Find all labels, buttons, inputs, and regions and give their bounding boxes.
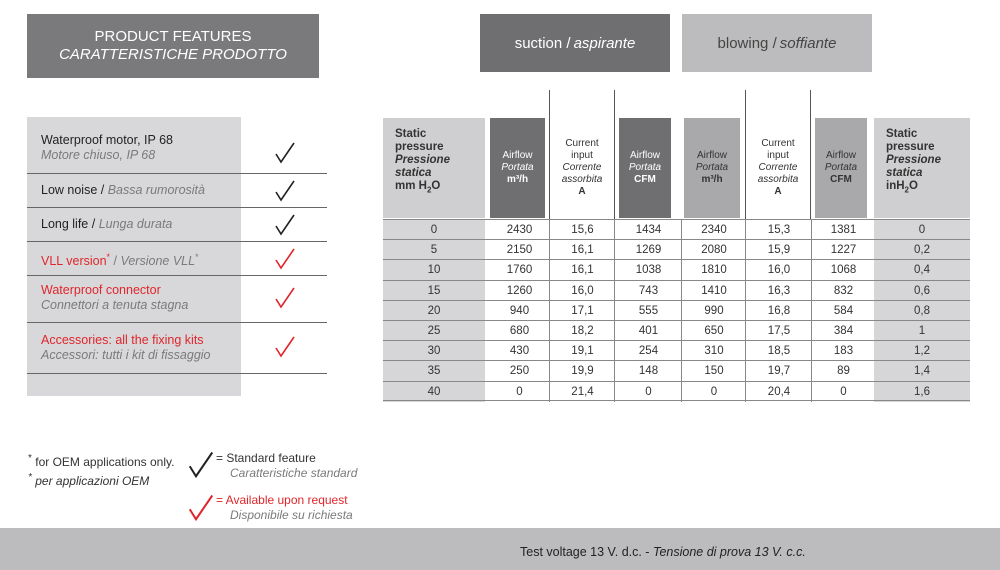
footer-en: Test voltage 13 V. d.c. - xyxy=(520,545,653,559)
feature-row xyxy=(27,208,327,242)
table-cell: 1434 xyxy=(614,220,682,240)
table-cell: 15,6 xyxy=(549,220,615,240)
feature-en: Low noise / xyxy=(41,183,108,197)
table-cell: 940 xyxy=(509,304,530,317)
table-cell: 1810 xyxy=(681,260,746,280)
suction-it: aspirante xyxy=(573,34,636,52)
table-row xyxy=(383,360,970,381)
check-request-icon xyxy=(273,247,297,271)
table-cell: 19,9 xyxy=(549,361,615,381)
check-request-icon xyxy=(273,286,297,310)
header-title-en: PRODUCT FEATURES xyxy=(94,28,252,45)
hdr-pressione: Pressione xyxy=(886,154,941,166)
feature-row xyxy=(27,276,327,323)
table-cell: 15 xyxy=(383,281,485,301)
feature-it: Connettori a tenuta stagna xyxy=(41,298,189,312)
hdr-airflow: Airflow xyxy=(629,150,660,161)
hdr-pressure: pressure xyxy=(395,141,444,153)
table-cell: 16,8 xyxy=(745,301,812,321)
hdr-statica: statica xyxy=(886,167,923,179)
table-cell: 148 xyxy=(614,361,682,381)
hdr-m3h: m³/h xyxy=(506,174,529,185)
feature-en: Waterproof motor, IP 68 xyxy=(41,133,174,147)
hdr-unit2: O xyxy=(908,180,918,192)
blowing-airflow-m3h-header xyxy=(684,118,740,218)
table-cell: 18,2 xyxy=(549,321,615,341)
hdr-a: A xyxy=(774,186,782,197)
table-cell: 1038 xyxy=(614,260,682,280)
table-cell: 650 xyxy=(681,321,746,341)
table-cell: 310 xyxy=(681,341,746,361)
suction-mode-label xyxy=(480,14,670,72)
check-standard-icon xyxy=(273,179,297,203)
table-cell: 0,8 xyxy=(874,301,970,321)
hdr-airflow: Airflow xyxy=(502,150,533,161)
hdr-current: Current xyxy=(761,138,795,149)
feature-it: Bassa rumorosità xyxy=(107,183,205,197)
hdr-static: Static xyxy=(395,128,427,140)
table-cell: 1,6 xyxy=(874,382,970,402)
table-cell: 20,4 xyxy=(745,382,812,402)
table-cell: 250 xyxy=(509,365,530,378)
table-cell: 20 xyxy=(383,301,485,321)
check-standard-icon xyxy=(186,448,216,482)
table-row xyxy=(383,320,970,341)
oem-note xyxy=(28,451,174,489)
table-cell: 254 xyxy=(614,341,682,361)
table-cell: 5 xyxy=(383,240,485,260)
hdr-assorbita: assorbita xyxy=(561,174,603,185)
feature-row xyxy=(27,242,327,276)
legend-standard-en: = Standard feature xyxy=(216,451,316,465)
table-cell: 0 xyxy=(874,220,970,240)
table-cell: 1760 xyxy=(506,264,533,277)
table-row xyxy=(383,340,970,361)
blowing-mode-label xyxy=(682,14,872,72)
table-cell: 15,3 xyxy=(745,220,812,240)
hdr-unit2: O xyxy=(431,180,441,192)
hdr-cfm: CFM xyxy=(830,174,852,185)
table-cell: 17,5 xyxy=(745,321,812,341)
footer-it: Tensione di prova 13 V. c.c. xyxy=(652,545,806,559)
legend-request-it: Disponibile su richiesta xyxy=(230,508,353,522)
table-cell: 0,2 xyxy=(874,240,970,260)
feature-row xyxy=(27,117,327,174)
hdr-portata: Portata xyxy=(501,162,534,173)
static-pressure-header xyxy=(383,118,485,218)
static-pressure-inh2o-header xyxy=(874,118,970,218)
footer-bar xyxy=(0,528,1000,570)
table-cell: 0 xyxy=(681,382,746,402)
table-row xyxy=(383,300,970,321)
table-row xyxy=(383,219,970,240)
hdr-unit-sub: 2 xyxy=(904,185,909,195)
legend-standard-it: Caratteristiche standard xyxy=(230,466,358,480)
legend-request xyxy=(216,493,353,523)
footer-text xyxy=(520,545,806,559)
hdr-portata: Portata xyxy=(628,162,662,173)
table-cell: 832 xyxy=(811,281,875,301)
table-cell: 680 xyxy=(509,325,530,337)
table-cell: 2340 xyxy=(681,220,746,240)
table-cell: 19,7 xyxy=(745,361,812,381)
feature-row xyxy=(27,174,327,208)
table-row xyxy=(383,381,970,402)
feature-en: Waterproof connector xyxy=(41,283,161,297)
table-cell: 0 xyxy=(383,220,485,240)
feature-en: VLL version xyxy=(41,254,107,269)
feature-row xyxy=(27,323,327,374)
hdr-static: Static xyxy=(886,128,918,140)
table-cell: 16,1 xyxy=(549,260,615,280)
hdr-corrente: Corrente xyxy=(562,162,602,173)
table-cell: 35 xyxy=(383,361,485,381)
table-cell: 584 xyxy=(811,301,875,321)
table-cell: 40 xyxy=(383,382,485,402)
hdr-portata: Portata xyxy=(695,162,729,173)
table-cell: 1381 xyxy=(811,220,875,240)
table-cell: 1,2 xyxy=(874,341,970,361)
table-cell: 401 xyxy=(614,321,682,341)
suction-airflow-m3h-header xyxy=(490,118,545,218)
feature-star: * xyxy=(106,252,111,262)
check-request-icon xyxy=(186,491,216,525)
table-cell: 183 xyxy=(811,341,875,361)
table-cell: 1 xyxy=(874,321,970,341)
table-cell: 0,4 xyxy=(874,260,970,280)
hdr-current: Current xyxy=(565,138,599,149)
table-cell: 1410 xyxy=(681,281,746,301)
hdr-assorbita: assorbita xyxy=(757,174,799,185)
table-row xyxy=(383,280,970,301)
hdr-pressure: pressure xyxy=(886,141,935,153)
table-cell: 10 xyxy=(383,260,485,280)
table-cell: 16,3 xyxy=(745,281,812,301)
table-cell: 743 xyxy=(614,281,682,301)
table-cell: 0 xyxy=(614,382,682,402)
blowing-airflow-cfm-header xyxy=(815,118,867,218)
table-cell: 16,0 xyxy=(549,281,615,301)
hdr-unit-sub: 2 xyxy=(426,185,432,195)
hdr-airflow: Airflow xyxy=(825,150,856,161)
feature-star-it: * xyxy=(195,252,199,262)
table-cell: 430 xyxy=(509,345,530,358)
note-en: for OEM applications only. xyxy=(35,455,175,469)
table-cell: 555 xyxy=(614,301,682,321)
hdr-m3h: m³/h xyxy=(701,174,723,185)
note-it: per applicazioni OEM xyxy=(35,474,150,488)
suction-en: suction / xyxy=(514,34,571,52)
feature-it: Motore chiuso, IP 68 xyxy=(41,148,156,162)
hdr-a: A xyxy=(578,186,586,197)
note-star-it: * xyxy=(28,472,32,483)
table-cell: 21,4 xyxy=(549,382,615,402)
table-cell: 0,6 xyxy=(874,281,970,301)
table-cell: 2080 xyxy=(681,240,746,260)
feature-sep: / xyxy=(110,254,121,269)
table-row xyxy=(383,239,970,260)
table-cell: 89 xyxy=(811,361,875,381)
blowing-en: blowing / xyxy=(717,34,777,52)
note-star: * xyxy=(28,453,32,464)
blowing-it: soffiante xyxy=(779,34,837,52)
table-cell: 15,9 xyxy=(745,240,812,260)
hdr-unit: mm H xyxy=(395,180,427,192)
table-cell: 0 xyxy=(811,382,875,402)
table-cell: 150 xyxy=(681,361,746,381)
table-cell: 30 xyxy=(383,341,485,361)
table-cell: 990 xyxy=(681,301,746,321)
table-cell: 16,0 xyxy=(745,260,812,280)
suction-airflow-cfm-header xyxy=(619,118,671,218)
legend-request-en: = Available upon request xyxy=(216,493,348,507)
check-request-icon xyxy=(273,335,297,359)
table-cell: 1,4 xyxy=(874,361,970,381)
table-cell: 1269 xyxy=(614,240,682,260)
hdr-pressione: Pressione xyxy=(395,154,450,166)
suction-current-header xyxy=(553,118,611,218)
table-cell: 25 xyxy=(383,321,485,341)
hdr-corrente: Corrente xyxy=(758,162,798,173)
table-cell: 1260 xyxy=(506,284,533,297)
feature-it: Lunga durata xyxy=(98,217,173,231)
feature-en: Long life / xyxy=(41,217,99,231)
check-standard-icon xyxy=(273,141,297,165)
table-cell: 384 xyxy=(811,321,875,341)
hdr-unit: inH xyxy=(886,180,905,192)
product-features-header xyxy=(27,14,319,78)
table-cell: 18,5 xyxy=(745,341,812,361)
table-cell: 2150 xyxy=(506,244,533,257)
hdr-statica: statica xyxy=(395,167,432,179)
table-cell: 17,1 xyxy=(549,301,615,321)
table-cell: 1068 xyxy=(811,260,875,280)
hdr-input: input xyxy=(767,150,789,161)
hdr-airflow: Airflow xyxy=(696,150,727,161)
feature-it: Accessori: tutti i kit di fissaggio xyxy=(41,348,211,362)
hdr-portata: Portata xyxy=(824,162,858,173)
hdr-cfm: CFM xyxy=(634,174,656,185)
table-cell: 0 xyxy=(516,385,523,398)
check-standard-icon xyxy=(273,213,297,237)
legend-standard xyxy=(216,451,357,481)
table-cell: 2430 xyxy=(506,224,533,236)
blowing-current-header xyxy=(749,118,807,218)
hdr-input: input xyxy=(571,150,593,161)
feature-en: Accessories: all the fixing kits xyxy=(41,333,204,347)
table-cell: 19,1 xyxy=(549,341,615,361)
table-cell: 1227 xyxy=(811,240,875,260)
table-cell: 16,1 xyxy=(549,240,615,260)
table-row xyxy=(383,259,970,280)
feature-it: Versione VLL xyxy=(120,254,196,269)
header-title-it: CARATTERISTICHE PRODOTTO xyxy=(59,46,287,63)
